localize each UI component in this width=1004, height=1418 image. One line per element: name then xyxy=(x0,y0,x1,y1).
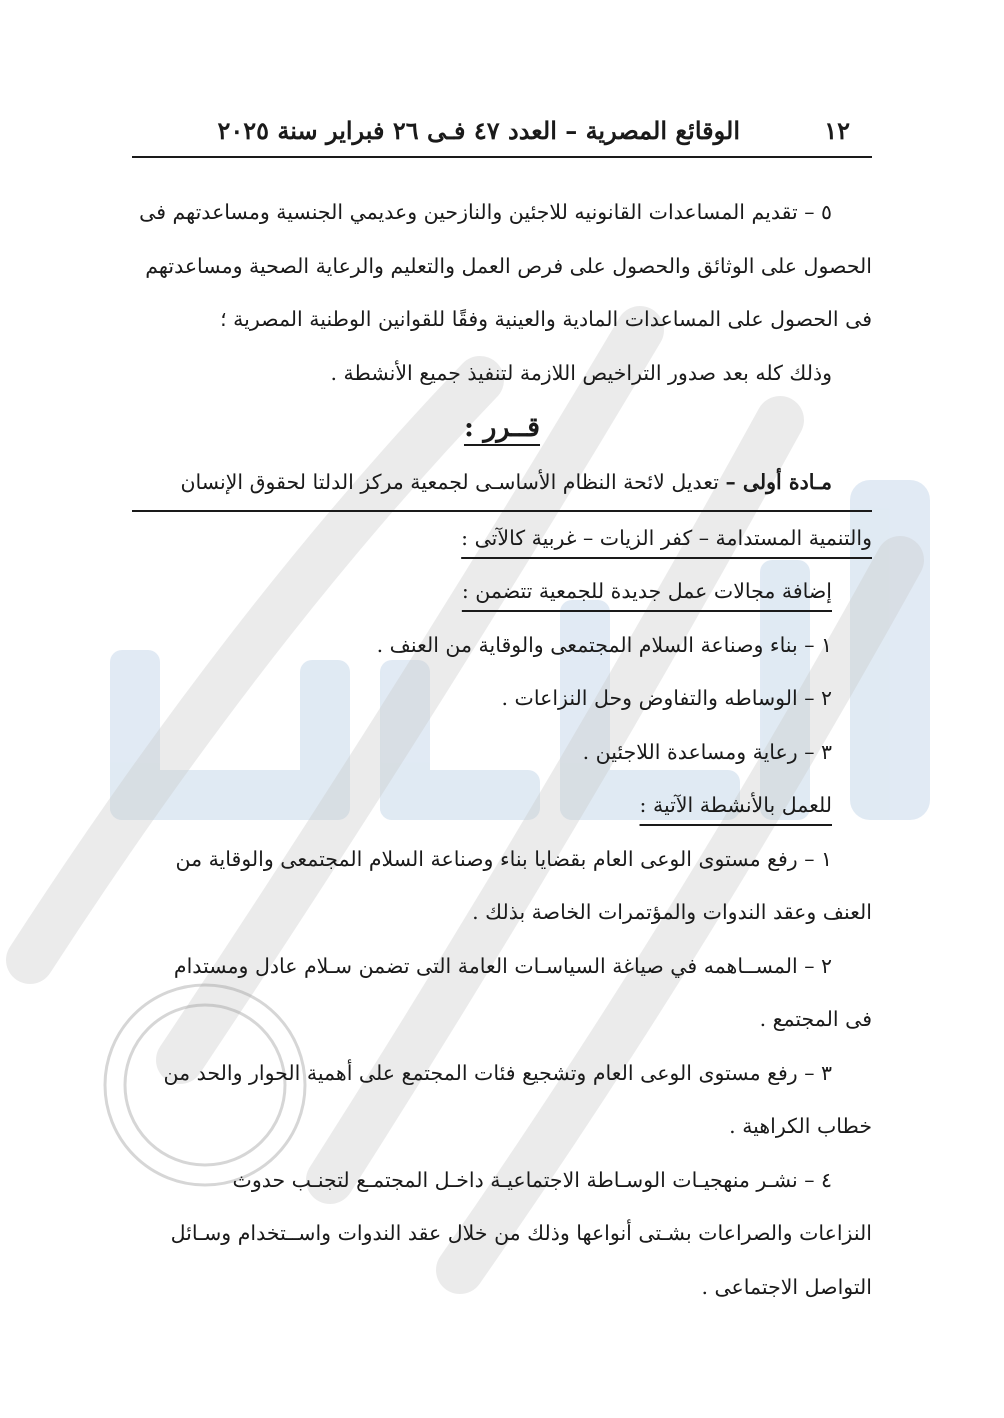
article-text-continued: والتنمية المستدامة – كفر الزيات – غربية كالآتى : xyxy=(461,525,872,550)
gazette-title: الوقائع المصرية – العدد ٤٧ فـى ٢٦ فبراير سنة ٢٠٢٥ xyxy=(217,116,740,145)
page-number: ١٢ xyxy=(824,116,850,145)
paragraph-line: ٥ – تقديم المساعدات القانونيه للاجئين والنازحين وعديمي الجنسية ومساعدتهم فى xyxy=(139,200,832,224)
fields-heading-line xyxy=(132,565,872,619)
field-item: ٣ – رعاية ومساعدة اللاجئين . xyxy=(582,739,832,764)
article-one-line2 xyxy=(132,512,872,566)
document-body xyxy=(132,186,872,1314)
field-item: ٢ – الوساطه والتفاوض وحل النزاعات . xyxy=(501,686,832,710)
page-header xyxy=(132,112,872,158)
activity-line: العنف وعقد الندوات والمؤتمرات الخاصة بذلك . xyxy=(472,900,872,924)
activity-line: ٢ – المســاهمه في صياغة السياسـات العامة التى تضمن سـلام عادل ومستدام xyxy=(173,953,832,978)
article-label: مـادة أولى – xyxy=(725,470,832,494)
activity-line: التواصل الاجتماعى . xyxy=(701,1274,872,1299)
fields-heading: إضافة مجالات عمل جديدة للجمعية تتضمن : xyxy=(461,579,832,603)
field-item: ١ – بناء وصناعة السلام المجتمعى والوقاية من العنف . xyxy=(376,632,832,657)
decision-title: قــرر : xyxy=(463,412,541,443)
licenses-paragraph: وذلك كله بعد صدور التراخيص اللازمة لتنفيذ جميع الأنشطة . xyxy=(330,360,832,385)
activities-heading: للعمل بالأنشطة الآتية : xyxy=(639,793,832,817)
paragraph-line: الحصول على الوثائق والحصول على فرص العمل والتعليم والرعاية الصحية ومساعدتهم xyxy=(145,253,872,278)
article-text: تعديل لائحة النظام الأساسـى لجمعية مركز الدلتا لحقوق الإنسان xyxy=(180,470,719,494)
activity-line: ٣ – رفع مستوى الوعى العام وتشجيع فئات المجتمع على أهمية الحوار والحد من xyxy=(163,1060,832,1085)
activity-line: خطاب الكراهية . xyxy=(729,1114,872,1138)
activity-line: النزاعات والصراعات بشـتى أنواعها وذلك من خلال عقد الندوات واســتخدام وسـائل xyxy=(170,1221,872,1245)
article-one-line1 xyxy=(132,456,872,512)
activity-line: فى المجتمع . xyxy=(759,1007,872,1031)
paragraph-line: فى الحصول على المساعدات المادية والعينية وفقًا للقوانين الوطنية المصرية ؛ xyxy=(220,307,872,331)
activities-heading-line xyxy=(132,779,872,833)
activity-line: ٤ – نشـر منهجيـات الوسـاطة الاجتماعيـة داخـل المجتمـع لتجنـب حدوث xyxy=(232,1167,832,1192)
activity-line: ١ – رفع مستوى الوعى العام بقضايا بناء وصناعة السلام المجتمعى والوقاية من xyxy=(175,846,832,871)
